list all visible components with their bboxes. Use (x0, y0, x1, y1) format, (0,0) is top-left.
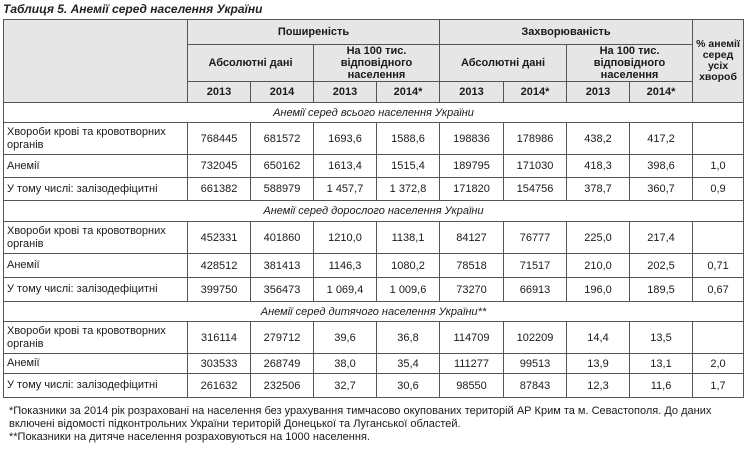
table-cell: 12,3 (567, 374, 630, 398)
table-row (4, 222, 744, 254)
table-cell: 99513 (504, 354, 567, 374)
table-cell: 73270 (440, 278, 504, 302)
table-cell: 588979 (251, 178, 314, 201)
table-cell: 30,6 (377, 374, 440, 398)
row-label: У тому числі: залізодефіцитні (4, 178, 188, 201)
table-cell: 1080,2 (377, 254, 440, 278)
table-cell: 1 069,4 (314, 278, 377, 302)
table-cell: 13,1 (630, 354, 693, 374)
table-cell: 1588,6 (377, 123, 440, 155)
table-cell: 360,7 (630, 178, 693, 201)
header-prevalence-per100k: На 100 тис. відповідного населення (314, 45, 440, 82)
row-label: Хвороби крові та кровотворних органів (4, 222, 188, 254)
year-header: 2014 (251, 82, 314, 103)
table-row (4, 178, 744, 201)
table-cell: 171030 (504, 155, 567, 178)
year-header: 2013 (314, 82, 377, 103)
header-prevalence-absolute: Абсолютні дані (188, 45, 314, 82)
year-header: 2014* (630, 82, 693, 103)
table-cell: 1 457,7 (314, 178, 377, 201)
table-cell: 417,2 (630, 123, 693, 155)
table-cell: 418,3 (567, 155, 630, 178)
anemia-table (3, 19, 744, 398)
table-cell: 399750 (188, 278, 251, 302)
table-cell: 650162 (251, 155, 314, 178)
table-cell: 210,0 (567, 254, 630, 278)
section-title: Анемії серед всього населення України (4, 103, 744, 123)
row-label: Анемії (4, 155, 188, 178)
percent-cell: 2,0 (693, 354, 744, 374)
table-cell: 189,5 (630, 278, 693, 302)
year-header: 2013 (567, 82, 630, 103)
table-cell: 1138,1 (377, 222, 440, 254)
table-cell: 13,9 (567, 354, 630, 374)
table-cell: 381413 (251, 254, 314, 278)
table-cell: 225,0 (567, 222, 630, 254)
table-cell: 35,4 (377, 354, 440, 374)
table-cell: 217,4 (630, 222, 693, 254)
table-cell: 11,6 (630, 374, 693, 398)
table-cell: 1613,4 (314, 155, 377, 178)
section-title: Анемії серед дитячого населення України** (4, 302, 744, 322)
table-cell: 438,2 (567, 123, 630, 155)
table-cell: 189795 (440, 155, 504, 178)
table-cell: 111277 (440, 354, 504, 374)
table-cell: 316114 (188, 322, 251, 354)
table-cell: 401860 (251, 222, 314, 254)
table-cell: 98550 (440, 374, 504, 398)
section-title: Анемії серед дорослого населення України (4, 201, 744, 222)
table-cell: 84127 (440, 222, 504, 254)
table-cell: 14,4 (567, 322, 630, 354)
year-header: 2014* (377, 82, 440, 103)
percent-cell: 0,67 (693, 278, 744, 302)
row-label: Анемії (4, 254, 188, 278)
table-row (4, 123, 744, 155)
footnotes (9, 405, 741, 444)
table-cell: 452331 (188, 222, 251, 254)
row-label: Хвороби крові та кровотворних органів (4, 322, 188, 354)
table-cell: 202,5 (630, 254, 693, 278)
table-cell: 1515,4 (377, 155, 440, 178)
table-cell: 71517 (504, 254, 567, 278)
header-morbidity: Захворюваність (440, 20, 693, 45)
table-row (4, 354, 744, 374)
table-row (4, 374, 744, 398)
footnote: **Показники на дитяче населення розраховуються на 1000 населення. (9, 431, 370, 443)
table-cell: 378,7 (567, 178, 630, 201)
table-cell: 303533 (188, 354, 251, 374)
table-cell: 768445 (188, 123, 251, 155)
table-cell: 178986 (504, 123, 567, 155)
table-title: Таблиця 5. Анемії серед населення України (3, 2, 263, 16)
table-cell: 1146,3 (314, 254, 377, 278)
header-row-1 (4, 20, 744, 45)
percent-cell: 1,7 (693, 374, 744, 398)
table-row (4, 155, 744, 178)
table-cell: 732045 (188, 155, 251, 178)
table-cell: 428512 (188, 254, 251, 278)
table-cell: 1 372,8 (377, 178, 440, 201)
table-cell: 1210,0 (314, 222, 377, 254)
row-label: Анемії (4, 354, 188, 374)
table-cell: 36,8 (377, 322, 440, 354)
row-label: Хвороби крові та кровотворних органів (4, 123, 188, 155)
header-prevalence: Поширеність (188, 20, 440, 45)
footnote: *Показники за 2014 рік розраховані на населення без урахування тимчасово окупованих територій АР Крим та м. Севастополя. До даних включені відомості підконтрольних України територій Донецької та Луганської областей. (9, 405, 712, 430)
header-percent: % анемії серед усіх хвороб (693, 20, 744, 103)
table-cell: 66913 (504, 278, 567, 302)
table-cell: 76777 (504, 222, 567, 254)
table-row (4, 278, 744, 302)
table-cell: 87843 (504, 374, 567, 398)
table-cell: 681572 (251, 123, 314, 155)
table-row (4, 322, 744, 354)
table-cell: 1693,6 (314, 123, 377, 155)
table-cell: 38,0 (314, 354, 377, 374)
table-cell: 39,6 (314, 322, 377, 354)
section-header-row (4, 103, 744, 123)
table-cell: 13,5 (630, 322, 693, 354)
row-label: У тому числі: залізодефіцитні (4, 374, 188, 398)
percent-cell (693, 123, 744, 155)
table-cell: 398,6 (630, 155, 693, 178)
row-label: У тому числі: залізодефіцитні (4, 278, 188, 302)
table-cell: 78518 (440, 254, 504, 278)
table-cell: 114709 (440, 322, 504, 354)
table-cell: 356473 (251, 278, 314, 302)
table-row (4, 254, 744, 278)
table-cell: 232506 (251, 374, 314, 398)
header-morbidity-per100k: На 100 тис. відповідного населення (567, 45, 693, 82)
percent-cell (693, 222, 744, 254)
table-cell: 171820 (440, 178, 504, 201)
table-cell: 279712 (251, 322, 314, 354)
percent-cell (693, 322, 744, 354)
table-cell: 196,0 (567, 278, 630, 302)
year-header: 2013 (188, 82, 251, 103)
header-corner (4, 20, 188, 103)
table-cell: 154756 (504, 178, 567, 201)
percent-cell: 0,71 (693, 254, 744, 278)
year-header: 2014* (504, 82, 567, 103)
percent-cell: 0,9 (693, 178, 744, 201)
percent-cell: 1,0 (693, 155, 744, 178)
year-header: 2013 (440, 82, 504, 103)
table-cell: 102209 (504, 322, 567, 354)
table-cell: 198836 (440, 123, 504, 155)
table-cell: 261632 (188, 374, 251, 398)
section-header-row (4, 201, 744, 222)
table-cell: 268749 (251, 354, 314, 374)
table-cell: 32,7 (314, 374, 377, 398)
section-header-row (4, 302, 744, 322)
table-cell: 661382 (188, 178, 251, 201)
table-cell: 1 009,6 (377, 278, 440, 302)
header-morbidity-absolute: Абсолютні дані (440, 45, 567, 82)
